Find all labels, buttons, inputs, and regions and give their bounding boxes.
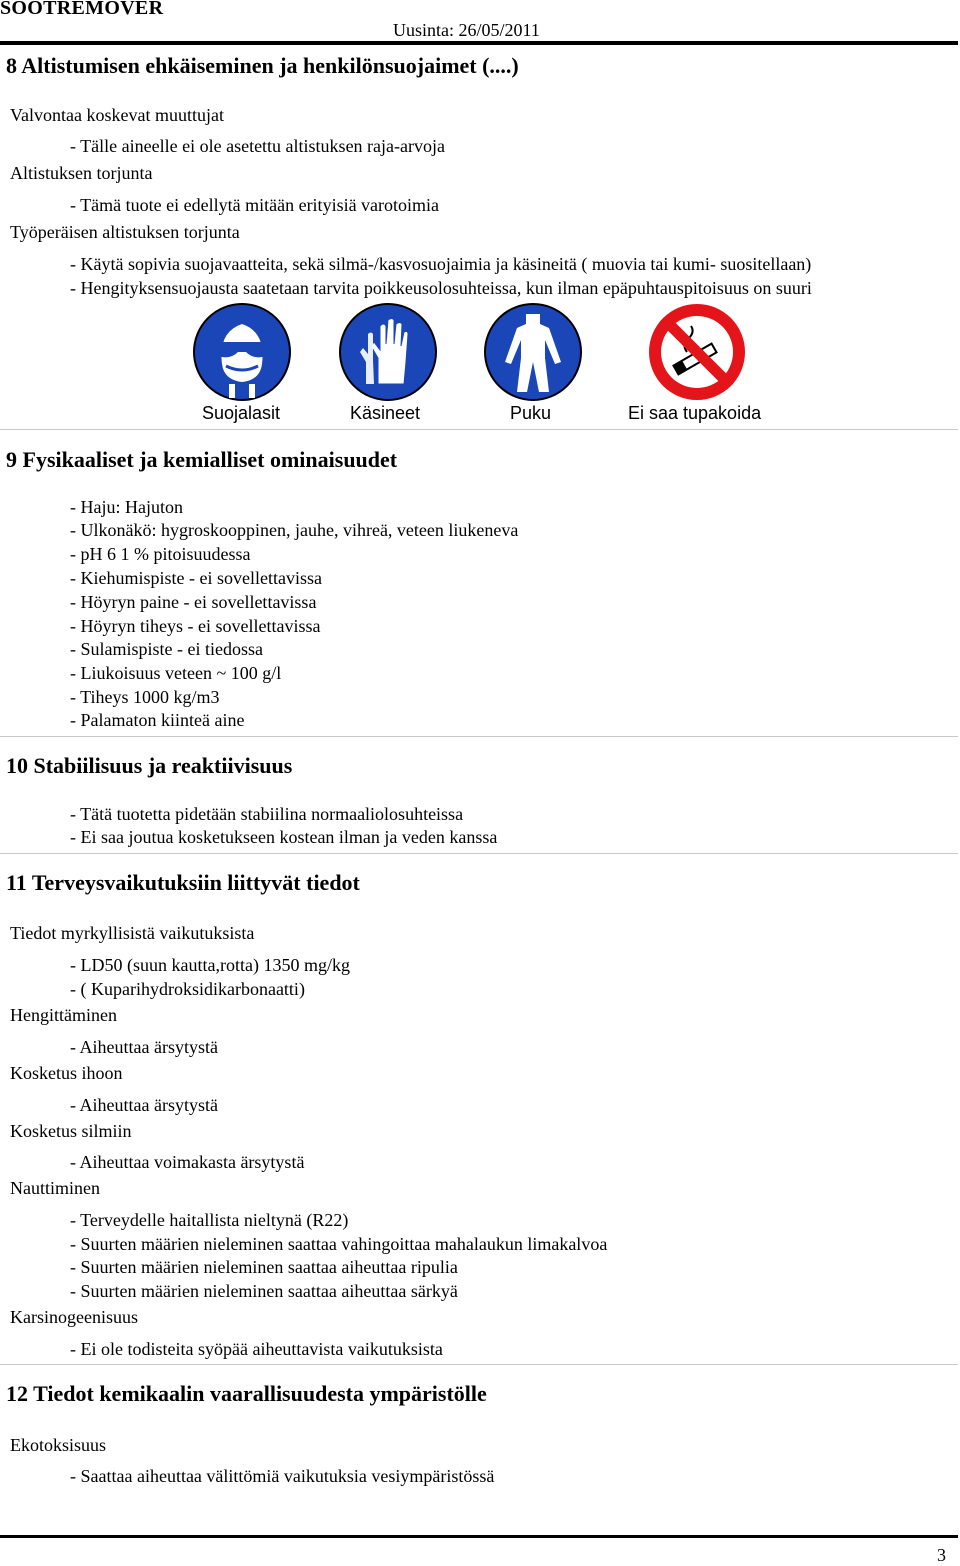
list-item: - LD50 (suun kautta,rotta) 1350 mg/kg (70, 955, 350, 975)
subheading-skin-contact: Kosketus ihoon (10, 1063, 123, 1083)
icon-caption-suit: Puku (510, 403, 552, 423)
section-9-title: 9 Fysikaaliset ja kemialliset ominaisuudet (6, 447, 398, 472)
subheading-exposure-controls: Altistuksen torjunta (10, 163, 153, 183)
subheading-toxicological-info: Tiedot myrkyllisistä vaikutuksista (10, 923, 255, 943)
list-item: - Tälle aineelle ei ole asetettu altistuksen raja-arvoja (70, 136, 445, 156)
list-item: - Tämä tuote ei edellytä mitään erityisiä varotoimia (70, 195, 440, 215)
protective-suit-mandatory-icon (483, 302, 583, 402)
list-item: - Palamaton kiinteä aine (70, 710, 245, 730)
page-number: 3 (937, 1545, 946, 1565)
list-item: - Kiehumispiste - ei sovellettavissa (70, 568, 322, 588)
subheading-inhalation: Hengittäminen (10, 1005, 117, 1025)
list-item: - Ei ole todisteita syöpää aiheuttavista vaikutuksista (70, 1339, 443, 1359)
subheading-control-parameters: Valvontaa koskevat muuttujat (10, 105, 224, 125)
list-item: - Höyryn tiheys - ei sovellettavissa (70, 616, 321, 636)
list-item: - ( Kuparihydroksidikarbonaatti) (70, 979, 305, 999)
list-item: - Hengityksensuojausta saatetaan tarvita poikkeusolosuhteissa, kun ilman epäpuhtauspitoisuus on suuri (70, 278, 812, 298)
subheading-ingestion: Nauttiminen (10, 1178, 100, 1198)
section-10-title: 10 Stabiilisuus ja reaktiivisuus (6, 753, 293, 778)
list-item: - Aiheuttaa voimakasta ärsytystä (70, 1152, 305, 1172)
section-divider (0, 1364, 958, 1365)
list-item: - Tiheys 1000 kg/m3 (70, 687, 220, 707)
icon-caption-goggles: Suojalasit (202, 403, 281, 423)
section-divider (0, 736, 958, 737)
section-12-title: 12 Tiedot kemikaalin vaarallisuudesta ympäristölle (6, 1381, 487, 1406)
list-item: - Ei saa joutua kosketukseen kostean ilman ja veden kanssa (70, 827, 498, 847)
list-item: - Tätä tuotetta pidetään stabiilina normaaliolosuhteissa (70, 804, 464, 824)
subheading-eye-contact: Kosketus silmiin (10, 1121, 132, 1141)
list-item: - Suurten määrien nieleminen saattaa vahingoittaa mahalaukun limakalvoa (70, 1234, 608, 1254)
list-item: - Suurten määrien nieleminen saattaa aiheuttaa särkyä (70, 1281, 458, 1301)
list-item: - Saattaa aiheuttaa välittömiä vaikutuksia vesiympäristössä (70, 1466, 495, 1486)
list-item: - Höyryn paine - ei sovellettavissa (70, 592, 317, 612)
footer-rule (0, 1535, 958, 1538)
section-8-title: 8 Altistumisen ehkäiseminen ja henkilönsuojaimet (....) (6, 53, 519, 78)
icon-caption-gloves: Käsineet (350, 403, 421, 423)
list-item: - Ulkonäkö: hygroskooppinen, jauhe, vihreä, veteen liukeneva (70, 520, 519, 540)
section-11-title: 11 Terveysvaikutuksiin liittyvät tiedot (6, 870, 360, 895)
list-item: - Käytä sopivia suojavaatteita, sekä silmä-/kasvosuojaimia ja käsineitä ( muovia tai kumi- suositellaan) (70, 254, 812, 274)
list-item: - Suurten määrien nieleminen saattaa aiheuttaa ripulia (70, 1257, 458, 1277)
revision-date: Uusinta: 26/05/2011 (393, 20, 540, 40)
list-item: - pH 6 1 % pitoisuudessa (70, 544, 251, 564)
header-rule (0, 41, 958, 45)
gloves-mandatory-icon (338, 302, 438, 402)
section-divider (0, 853, 958, 854)
subheading-carcinogenicity: Karsinogeenisuus (10, 1307, 138, 1327)
subheading-ecotoxicity: Ekotoksisuus (10, 1435, 107, 1455)
goggles-mandatory-icon (192, 302, 292, 402)
list-item: - Aiheuttaa ärsytystä (70, 1037, 218, 1057)
subheading-occupational-exposure: Työperäisen altistuksen torjunta (10, 222, 240, 242)
icon-caption-no-smoking: Ei saa tupakoida (628, 403, 762, 423)
document-brand: SOOTREMOVER (0, 0, 164, 19)
list-item: - Liukoisuus veteen ~ 100 g/l (70, 663, 282, 683)
no-smoking-icon (647, 302, 747, 402)
list-item: - Haju: Hajuton (70, 497, 183, 517)
section-divider (0, 429, 958, 430)
list-item: - Aiheuttaa ärsytystä (70, 1095, 218, 1115)
list-item: - Sulamispiste - ei tiedossa (70, 639, 263, 659)
list-item: - Terveydelle haitallista nieltynä (R22) (70, 1210, 349, 1230)
